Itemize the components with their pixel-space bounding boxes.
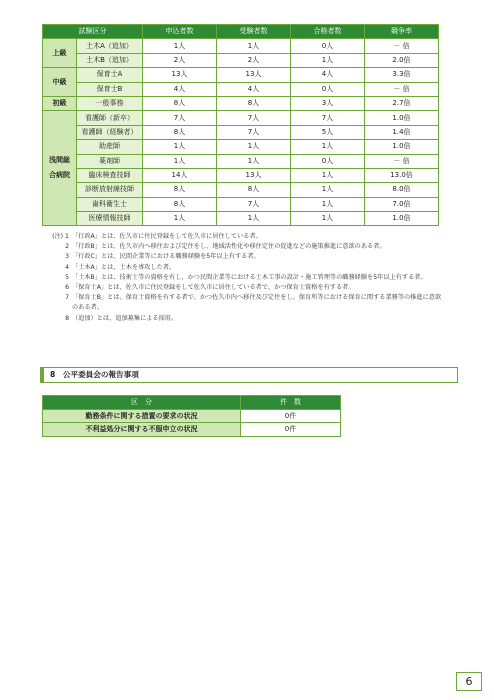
ratio-cell: － 倍 (365, 82, 439, 96)
notes-list (46, 232, 446, 324)
note-item (46, 314, 446, 324)
note-text: 「行政C」とは、民間企業等における職務経験を5年以上有する者。 (72, 253, 260, 261)
table-row (43, 68, 439, 82)
note-number: 7 (65, 294, 69, 302)
note-item (46, 242, 446, 252)
passers-cell: 1人 (291, 197, 365, 211)
note-text: （追加）とは、追加募集による採用。 (72, 314, 178, 322)
passers-cell: 4人 (291, 68, 365, 82)
table-row (43, 39, 439, 53)
note-text: 「保育士B」とは、保育士資格を有する者で、かつ佐久市内へ移住及び定住をし、保育所等における保育に関する業務等の推進に意欲のある者。 (72, 294, 442, 312)
passers-cell: 3人 (291, 96, 365, 110)
table-row (43, 111, 439, 125)
passers-cell: 0人 (291, 154, 365, 168)
note-number: 2 (65, 243, 69, 251)
passers-cell: 0人 (291, 39, 365, 53)
note-text: 「保育士A」とは、佐久市に住民登録をして佐久市に居住している者で、かつ保育士資格を有する者。 (72, 284, 355, 292)
header-count: 件 数 (241, 396, 341, 410)
applicants-cell: 4人 (143, 82, 217, 96)
ratio-cell: 13.0倍 (365, 168, 439, 182)
header-exam-category: 試験区分 (43, 25, 143, 39)
examinees-cell: 4人 (217, 82, 291, 96)
level-cell: 浅間総合病院 (43, 111, 77, 226)
count-cell: 0件 (241, 409, 341, 423)
passers-cell: 1人 (291, 140, 365, 154)
passers-cell: 7人 (291, 111, 365, 125)
header-competition-ratio: 競争率 (365, 25, 439, 39)
report-table (42, 395, 341, 437)
note-item (46, 263, 446, 273)
section-heading-fairness-committee: 8 公平委員会の報告事項 (40, 367, 458, 383)
ratio-cell: 8.0倍 (365, 183, 439, 197)
page-number: 6 (456, 672, 482, 691)
note-text: 「行政B」とは、佐久市内へ移住および定住をし、地域活性化や移住定住の促進などの施策推進に意欲のある者。 (72, 243, 386, 251)
category-cell: 薬剤師 (77, 154, 143, 168)
table-row (43, 82, 439, 96)
examinees-cell: 2人 (217, 53, 291, 67)
examinees-cell: 7人 (217, 111, 291, 125)
category-cell: 歯科衛生士 (77, 197, 143, 211)
examinees-cell: 13人 (217, 168, 291, 182)
note-number: 5 (65, 273, 69, 281)
examinees-cell: 8人 (217, 96, 291, 110)
passers-cell: 1人 (291, 168, 365, 182)
ratio-cell: 2.7倍 (365, 96, 439, 110)
note-number: 6 (65, 284, 69, 292)
ratio-cell: 1.4倍 (365, 125, 439, 139)
exam-results-table (42, 24, 439, 226)
passers-cell: 1人 (291, 183, 365, 197)
note-item (46, 232, 446, 242)
applicants-cell: 8人 (143, 183, 217, 197)
examinees-cell: 1人 (217, 140, 291, 154)
applicants-cell: 1人 (143, 212, 217, 226)
applicants-cell: 14人 (143, 168, 217, 182)
exam-table-header-row (43, 25, 439, 39)
category-cell: 診断放射線技師 (77, 183, 143, 197)
applicants-cell: 8人 (143, 96, 217, 110)
table-row (43, 183, 439, 197)
passers-cell: 1人 (291, 53, 365, 67)
category-cell: 不利益処分に関する不服申立の状況 (43, 423, 241, 437)
note-item (46, 293, 446, 313)
applicants-cell: 2人 (143, 53, 217, 67)
category-cell: 臨床検査技師 (77, 168, 143, 182)
note-number: (注) 1 (52, 233, 69, 240)
note-number: 3 (65, 253, 69, 261)
ratio-cell: 7.0倍 (365, 197, 439, 211)
category-cell: 助産師 (77, 140, 143, 154)
note-text: 「土木A」とは、土木を専攻した者。 (72, 263, 176, 271)
applicants-cell: 7人 (143, 111, 217, 125)
count-cell: 0件 (241, 423, 341, 437)
examinees-cell: 13人 (217, 68, 291, 82)
table-row (43, 168, 439, 182)
header-applicants: 申込者数 (143, 25, 217, 39)
table-row (43, 53, 439, 67)
note-number: 8 (65, 314, 69, 322)
header-examinees: 受験者数 (217, 25, 291, 39)
note-item (46, 273, 446, 283)
note-text: 「土木B」とは、技術士等の資格を有し、かつ民間企業等における土木工事の設計・施工管理等の職務経験を5年以上有する者。 (72, 273, 427, 281)
ratio-cell: 1.0倍 (365, 140, 439, 154)
level-cell: 中級 (43, 68, 77, 97)
category-cell: 一般事務 (77, 96, 143, 110)
header-passers: 合格者数 (291, 25, 365, 39)
table-row (43, 212, 439, 226)
applicants-cell: 8人 (143, 125, 217, 139)
header-category: 区 分 (43, 396, 241, 410)
applicants-cell: 1人 (143, 154, 217, 168)
examinees-cell: 1人 (217, 212, 291, 226)
examinees-cell: 1人 (217, 154, 291, 168)
ratio-cell: 2.0倍 (365, 53, 439, 67)
applicants-cell: 13人 (143, 68, 217, 82)
level-cell: 初級 (43, 96, 77, 110)
note-text: 「行政A」とは、佐久市に住民登録をして佐久市に居住している者。 (72, 233, 262, 240)
table-row (43, 423, 341, 437)
examinees-cell: 1人 (217, 39, 291, 53)
table-row (43, 125, 439, 139)
table-row (43, 197, 439, 211)
applicants-cell: 8人 (143, 197, 217, 211)
ratio-cell: 1.0倍 (365, 111, 439, 125)
note-number: 4 (65, 263, 69, 271)
applicants-cell: 1人 (143, 39, 217, 53)
category-cell: 勤務条件に関する措置の要求の状況 (43, 409, 241, 423)
category-cell: 土木A（追加） (77, 39, 143, 53)
category-cell: 看護師（経験者） (77, 125, 143, 139)
category-cell: 看護師（新卒） (77, 111, 143, 125)
passers-cell: 5人 (291, 125, 365, 139)
examinees-cell: 7人 (217, 125, 291, 139)
category-cell: 医療情報技師 (77, 212, 143, 226)
report-table-header-row (43, 396, 341, 410)
table-row (43, 154, 439, 168)
table-row (43, 140, 439, 154)
level-cell: 上級 (43, 39, 77, 68)
examinees-cell: 7人 (217, 197, 291, 211)
ratio-cell: 3.3倍 (365, 68, 439, 82)
ratio-cell: － 倍 (365, 39, 439, 53)
ratio-cell: － 倍 (365, 154, 439, 168)
passers-cell: 1人 (291, 212, 365, 226)
note-item (46, 283, 446, 293)
examinees-cell: 8人 (217, 183, 291, 197)
table-row (43, 96, 439, 110)
category-cell: 保育士A (77, 68, 143, 82)
note-item (46, 252, 446, 262)
applicants-cell: 1人 (143, 140, 217, 154)
ratio-cell: 1.0倍 (365, 212, 439, 226)
category-cell: 土木B（追加） (77, 53, 143, 67)
table-row (43, 409, 341, 423)
category-cell: 保育士B (77, 82, 143, 96)
passers-cell: 0人 (291, 82, 365, 96)
